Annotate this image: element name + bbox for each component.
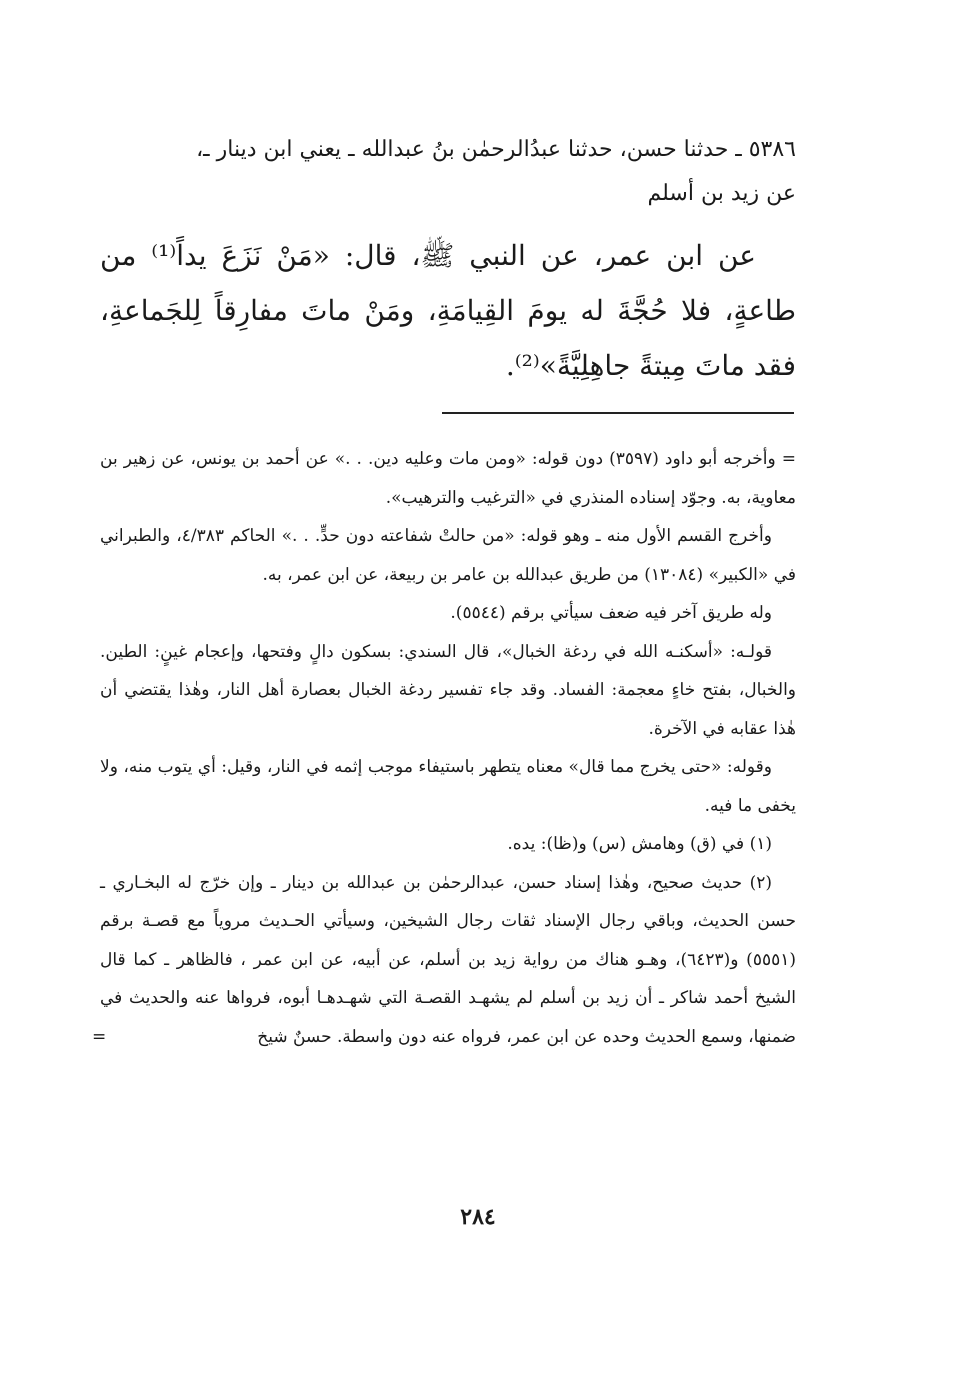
continuation-mark: = — [92, 1026, 107, 1047]
hadith-block — [100, 128, 796, 393]
footnote-continuation-para-1: = وأخرجه أبو داود (٣٥٩٧) دون قوله: «ومن مات وعليه دين. . .» عن أحمد بن يونس، عن زهير بن معاوية، به. وجوّد إسناده المنذري في «الترغيب والترهيب». — [100, 449, 796, 508]
footnote-continuation-para-2: وأخرج القسم الأول منه ـ وهو قوله: «من حالتْ شفاعته دون حدٍّ. . .» الحاكم ٤/٣٨٣، والطبراني في «الكبير» (١٣٠٨٤) من طريق عبدالله بن عامر بن ربيعة، عن ابن عمر، به. — [100, 526, 796, 585]
hadith-isnad-line2: عن زيد بن أسلم — [647, 181, 796, 206]
page-number: ٢٨٤ — [460, 1204, 496, 1230]
footnote-1: (١) في (ق) وهامش (س) و(ظا): يده. — [507, 834, 772, 854]
footnotes-block — [92, 440, 796, 1056]
footnote-2 — [92, 864, 796, 1057]
footnote-continuation-para-4: قولـه: «أسكنـه الله في ردغة الخبال»، قال السندي: بسكون دالٍ وفتحها، وإعجام غينٍ: الطين. والخبال، بفتح خاءٍ معجمة: الفساد. وقد جاء تفسير ردغة الخبال بعصارة أهل النار، وهٰذا يقتضي أن هٰذا عقابه في الآخرة. — [100, 641, 796, 739]
footnote-continuation-para-5: وقوله: «حتى يخرج مما قال» معناه يتطهر باستيفاء موجب إثمه في النار، وقيل: أي يتوب منه، ولا يخفى ما فيه. — [100, 757, 796, 816]
footnote-divider — [442, 412, 794, 414]
hadith-matn: عن ابن عمر، عن النبي ﷺ، قال: «مَنْ نَزَعَ يداً⁽¹⁾ من طاعةٍ، فلا حُجَّةَ له يومَ القِيامَةِ، ومَنْ ماتَ مفارِقاً لِلجَماعةِ، فقد ماتَ مِيتةً جاهِلِيَّةً»⁽²⁾. — [100, 239, 796, 382]
hadith-isnad-line1: ٥٣٨٦ ـ حدثنا حسن، حدثنا عبدُالرحمٰن بنُ عبدالله ـ يعني ابن دينار ـ، — [196, 137, 796, 162]
footnote-continuation-para-3: وله طريق آخر فيه ضعف سيأتي برقم (٥٥٤٤). — [450, 603, 772, 623]
footnote-2-text: (٢) حديث صحيح، وهٰذا إسناد حسن، عبدالرحمٰن بن عبدالله بن دينار ـ وإن خرّج له البخـاري ـ حسن الحديث، وباقي رجال الإسناد ثقات رجال الشيخين، وسيأتي الحـديث مروياً مع قصـة برقم (٥٥٥١) و(٦٤٢٣)، وهـو هناك من رواية زيد بن أسلم، عن أبيه، عن ابن عمر ، فالظاهر ـ كما قال الشيخ أحمد شاكر ـ أن زيد بن أسلم لم يشهـد القصـة التي شهـدهـا أبوه، فرواها عنه والحديث في ضمنها، وسمع الحديث وحده عن ابن عمر، فرواه عنه دون واسطة. حسنٌ شيخ — [100, 872, 796, 1047]
